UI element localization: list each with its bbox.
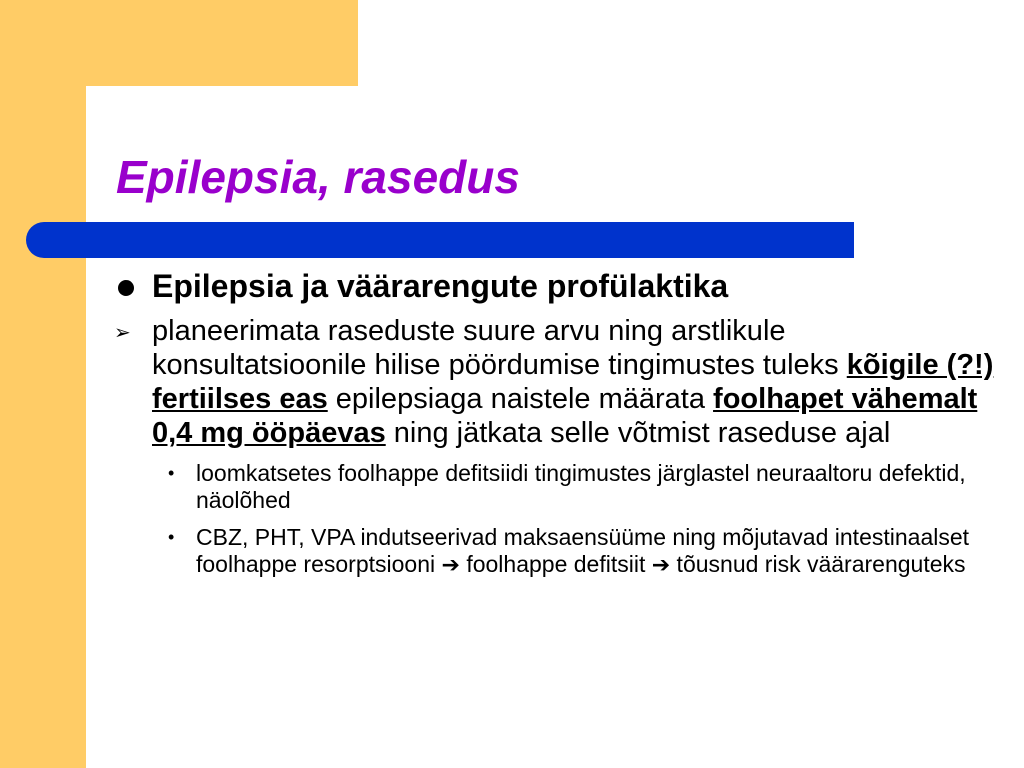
bullet-main-emphasis-1: kõigile (?!) fertiilses eas [152,349,994,415]
sub-bullet-2-text-1: CBZ, PHT, VPA indutseerivad maksaensüüme ning mõjutavad intestinaalset foolhappe resorptsiooni [196,524,970,577]
slide-title: Epilepsia, rasedus [116,151,520,203]
sub-bullet-1 [108,460,998,514]
small-bullet-icon: • [168,527,175,547]
small-bullet-icon: • [168,463,175,483]
bullet-heading [108,268,998,304]
right-arrow-icon: ➔ [441,552,460,577]
bullet-main [108,314,998,450]
arrow-bullet-icon: ➢ [114,322,131,344]
right-arrow-icon: ➔ [651,552,671,577]
sub-bullet-2-text-3: tõusnud risk väärarenguteks [670,551,966,577]
sub-bullet-2 [108,524,998,578]
bullet-main-text-3: ning jätkata selle võtmist raseduse ajal [385,417,891,449]
bullet-heading-text: Epilepsia ja väärarengute profülaktika [152,268,729,304]
bullet-main-text-1: planeerimata raseduste suure arvu ning arstlikule konsultatsioonile hilise pöördumise tingimustes tuleks [152,315,847,381]
slide-content [108,268,998,588]
sub-bullet-1-text: loomkatsetes foolhappe defitsiidi tingimustes järglastel neuraaltoru defektid, näolõhed [196,460,966,513]
bullet-main-text-2: epilepsiaga naistele määrata [327,383,714,415]
title-underline-bar [26,222,854,258]
decorative-band-left [0,0,86,768]
bullet-main-emphasis-2: foolhapet vähemalt 0,4 mg ööpäevas [152,383,978,449]
bullet-dot-icon [118,280,134,296]
sub-bullet-2-text-2: foolhappe defitsiit [459,551,652,577]
